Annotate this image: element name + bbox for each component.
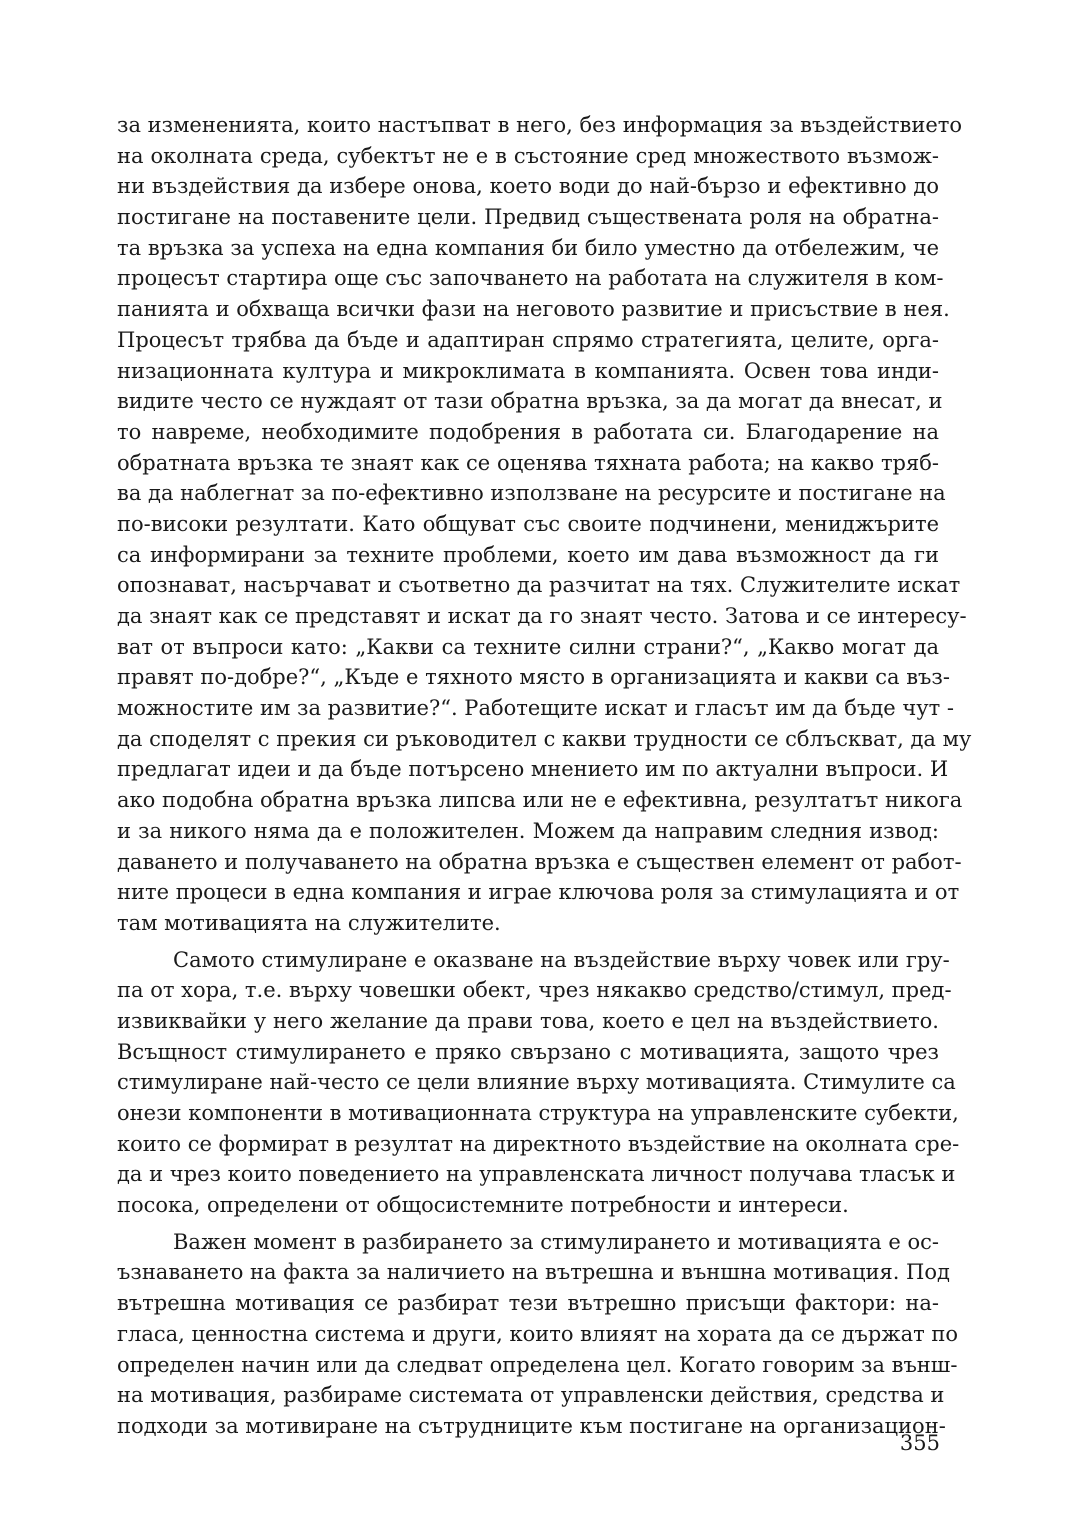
text-line: видите често се нуждаят от тази обратна връзка, за да могат да внесат, и [117, 389, 943, 414]
text-line: да знаят как се представят и искат да го знаят често. Затова и се интересу- [117, 604, 967, 628]
page-body [117, 110, 972, 1442]
text-line: да споделят с прекия си ръководител с какви трудности се сблъскват, да му [117, 726, 972, 751]
text-line: ват от въпроси като: „Какви са техните силни страни?“, „Какво могат да [117, 634, 939, 659]
text-line: стимулиране най-често се цели влияние върху мотивацията. Стимулите са [117, 1070, 956, 1095]
text-line: можностите им за развитие?“. Работещите искат и гласът им да бъде чут - [117, 696, 954, 721]
text-line: Важен момент в разбирането за стимулирането и мотивацията е ос- [173, 1229, 939, 1254]
text-line: ни въздействия да избере онова, което води до най-бързо и ефективно до [117, 174, 939, 199]
paragraph-1 [117, 110, 972, 939]
text-line: на мотивация, разбираме системата от управленски действия, средства и [117, 1383, 945, 1408]
paragraph-2 [117, 945, 960, 1221]
text-line: посока, определени от общосистемните потребности и интереси. [117, 1193, 849, 1218]
text-line: даването и получаването на обратна връзка е съществен елемент от работ- [117, 849, 962, 874]
text-line: които се формират в резултат на директното въздействие на околната сре- [117, 1131, 960, 1156]
text-line: постигане на поставените цели. Предвид съществената роля на обратна- [117, 205, 939, 230]
text-line: за измененията, които настъпват в него, без информация за въздействието [117, 113, 963, 137]
text-line: Всъщност стимулирането е пряко свързано с мотивацията, защото чрез [117, 1039, 939, 1064]
text-line: определен начин или да следват определена цел. Когато говорим за външ- [117, 1352, 958, 1377]
text-line: Процесът трябва да бъде и адаптиран спрямо стратегията, целите, орга- [117, 327, 939, 352]
text-line: да и чрез които поведението на управленската личност получава тласък и [117, 1162, 956, 1187]
text-line: правят по-добре?“, „Къде е тяхното място в организацията и какви са въз- [117, 665, 950, 690]
text-line: низационната култура и микроклимата в компанията. Освен това инди- [117, 358, 939, 383]
text-line: онези компоненти в мотивационната структура на управленските субекти, [117, 1101, 959, 1125]
text-line: та връзка за успеха на една компания би било уместно да отбележим, че [117, 235, 939, 260]
text-line: ако подобна обратна връзка липсва или не е ефективна, резултатът никога [117, 788, 963, 813]
text-line: извиквайки у него желание да прави това, което е цел на въздействието. [117, 1008, 939, 1033]
text-line: са информирани за техните проблеми, което им дава възможност да ги [117, 542, 939, 567]
text-line: вътрешна мотивация се разбират тези вътрешно присъщи фактори: на- [117, 1291, 939, 1316]
text-line: ните процеси в една компания и играе ключова роля за стимулацията и от [117, 880, 960, 905]
text-line: па от хора, т.е. върху човешки обект, чрез някакво средство/стимул, пред- [117, 978, 952, 1003]
text-line: Самото стимулиране е оказване на въздействие върху човек или гру- [173, 947, 950, 972]
text-line: подходи за мотивиране на сътрудниците към постигане на организацион- [117, 1413, 946, 1438]
text-line: предлагат идеи и да бъде потърсено мнението им по актуални въпроси. И [117, 757, 949, 782]
text-line: ъзнаването на факта за наличието на вътрешна и външна мотивация. Под [117, 1260, 950, 1285]
text-line: то навреме, необходимите подобрения в работата си. Благодарение на [117, 419, 939, 444]
text-line: на околната среда, субектът не е в състояние сред множеството възмож- [117, 143, 939, 168]
text-line: обратната връзка те знаят как се оценява тяхната работа; на какво тряб- [117, 450, 939, 475]
text-line: там мотивацията на служителите. [117, 910, 501, 935]
text-line: и за никого няма да е положителен. Можем да направим следния извод: [117, 818, 939, 843]
page-number: 355 [899, 1431, 940, 1455]
text-line: панията и обхваща всички фази на неговото развитие и присъствие в нея. [117, 297, 950, 322]
text-line: ва да наблегнат за по-ефективно използване на ресурсите и постигане на [117, 481, 946, 506]
text-line: опознават, насърчават и съответно да разчитат на тях. Служителите искат [117, 573, 961, 598]
text-line: гласа, ценностна система и други, които влияят на хората да се държат по [117, 1321, 959, 1346]
text-line: по-високи резултати. Като общуват със своите подчинени, мениджърите [117, 511, 939, 536]
text-line: процесът стартира още със започването на работата на служителя в ком- [117, 266, 944, 291]
paragraph-3 [117, 1227, 959, 1442]
